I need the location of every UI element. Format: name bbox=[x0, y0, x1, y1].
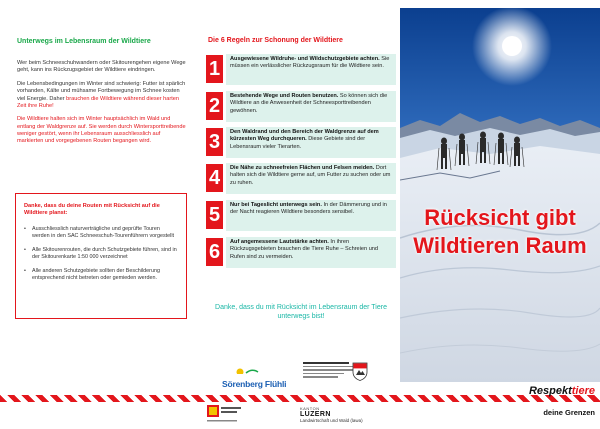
left-paragraph-2-highlight: brauchen die Wildtiere während dieser harten Zeit ihre Ruhe! bbox=[17, 95, 180, 109]
brand-respekt: Respekt bbox=[528, 385, 572, 397]
rule-body: So können sich die Wildtiere an die Anwesenheit der Schneesporttreibenden gewöhnen. bbox=[230, 93, 388, 114]
list-item: • Ausschliesslich naturverträgliche und geprüfte Touren werden in den SAC Schneeschuh-Tourenführern vorgestellt bbox=[24, 226, 178, 240]
rule-number: 2 bbox=[206, 92, 223, 120]
rule-heading: Auf angemessene Lautstärke achten. bbox=[230, 239, 329, 245]
rule-heading: Ausgewiesene Wildruhe- und Wildschutzgebiete achten. bbox=[230, 56, 380, 62]
rule-4 bbox=[206, 163, 396, 194]
rule-body: Diese Gebiete sind der Lebensraum vieler Tierarten. bbox=[230, 136, 366, 150]
rule-number: 5 bbox=[206, 201, 223, 229]
rule-heading: Den Waldrand und den Bereich der Waldgrenze auf dem kürzesten Weg durchqueren. bbox=[230, 129, 379, 143]
route-planning-box bbox=[15, 193, 187, 319]
rule-text bbox=[226, 237, 396, 268]
left-paragraph-2 bbox=[17, 81, 187, 111]
route-planning-title: Danke, dass du deine Routen mit Rücksicht auf die Wildtiere planst: bbox=[24, 203, 160, 217]
rule-heading: Nur bei Tageslicht unterwegs sein. bbox=[230, 202, 322, 208]
rule-number: 1 bbox=[206, 55, 223, 83]
rule-3 bbox=[206, 127, 396, 158]
brand-tiere: tiere bbox=[571, 385, 595, 397]
left-paragraph-3: Die Wildtiere halten sich im Winter hauptsächlich im Wald und entlang der Waldgrenze auf. Sie werden durch Wintersporttreibende weniger gestört, wenn ihr Lebensraum ausschliesslich auf markierten und vorgegebenen Routen begangen wird. bbox=[17, 116, 186, 145]
rule-body: In der Dämmerung und in der Nacht reagieren Wildtiere besonders sensibel. bbox=[230, 202, 387, 216]
rule-2 bbox=[206, 91, 396, 122]
rule-text bbox=[226, 163, 396, 194]
rule-text bbox=[226, 91, 396, 122]
sac-shield-icon bbox=[352, 362, 368, 381]
soerenberg-wordmark: Sörenberg Flühli bbox=[222, 379, 287, 389]
rule-6 bbox=[206, 237, 396, 268]
rule-body: In ihren Rückzugsgebieten brauchen die Tiere Ruhe – Schreien und Rufen sind zu vermeiden. bbox=[230, 239, 379, 260]
list-item: • Alle Skitourenrouten, die durch Schutzgebiete führen, sind in der Skitourenkarte 1:50 000 verzeichnet bbox=[24, 247, 178, 261]
rule-5 bbox=[206, 200, 396, 231]
rule-text bbox=[226, 200, 396, 231]
sun-icon bbox=[222, 367, 284, 374]
rule-body: Sie müssen ein verlässlicher Rückzugsraum für die Wildtiere sein. bbox=[230, 56, 390, 70]
slogan-headline: Rücksicht gibt Wildtieren Raum bbox=[413, 205, 587, 258]
list-item: • Alle anderen Schutzgebiete sollten der Beschilderung entsprechend nicht betreten oder gemieden werden. bbox=[24, 268, 178, 282]
entlebuch-biosphere-logo bbox=[207, 405, 242, 425]
rule-heading: Die Nähe zu schneefreien Flächen und Felsen meiden. bbox=[230, 165, 375, 171]
thanks-message: Danke, dass du mit Rücksicht im Lebensraum der Tiere unterwegs bist! bbox=[215, 304, 387, 321]
rule-heading: Bestehende Wege und Routen benutzen. bbox=[230, 93, 339, 99]
department-label: Landwirtschaft und Wald (lawa) bbox=[300, 418, 363, 423]
brand-tagline: deine Grenzen bbox=[543, 408, 595, 417]
route-planning-list bbox=[24, 226, 178, 283]
soerenberg-fluehli-logo bbox=[222, 361, 287, 389]
kanton-label: KANTON bbox=[300, 406, 320, 411]
winter-landscape-photo bbox=[400, 8, 600, 382]
rule-text bbox=[226, 127, 396, 158]
left-panel bbox=[0, 0, 200, 429]
left-panel-title: Unterwegs im Lebensraum der Wildtiere bbox=[17, 38, 151, 45]
rule-body: Dort halten sich die Wildtiere gerne auf, um Futter zu suchen oder um zu ruhen. bbox=[230, 165, 391, 186]
brand-wordmark bbox=[470, 386, 595, 397]
left-panel-text bbox=[17, 60, 187, 152]
rule-1 bbox=[206, 54, 396, 85]
luzern-label: LUZERN bbox=[300, 411, 331, 418]
rule-text bbox=[226, 54, 396, 85]
rule-number: 3 bbox=[206, 128, 223, 156]
kanton-luzern-logo bbox=[300, 406, 364, 426]
respekt-tiere-brand bbox=[470, 386, 595, 417]
left-paragraph-1: Wer beim Schneeschuhwandern oder Skitourengehen eigene Wege geht, kann ins Rückzugsgebiet der Wildtiere eindringen. bbox=[17, 60, 186, 74]
rule-number: 6 bbox=[206, 238, 223, 266]
rule-number: 4 bbox=[206, 164, 223, 192]
rules-title: Die 6 Regeln zur Schonung der Wildtiere bbox=[208, 37, 343, 44]
left-paragraph-2-normal: Die Lebensbedingungen im Winter sind schwierig: Futter ist spärlich vorhanden, Kälte und mühsame Fortbewegung im Schnee kosten viel Energie. Daher bbox=[17, 80, 186, 102]
